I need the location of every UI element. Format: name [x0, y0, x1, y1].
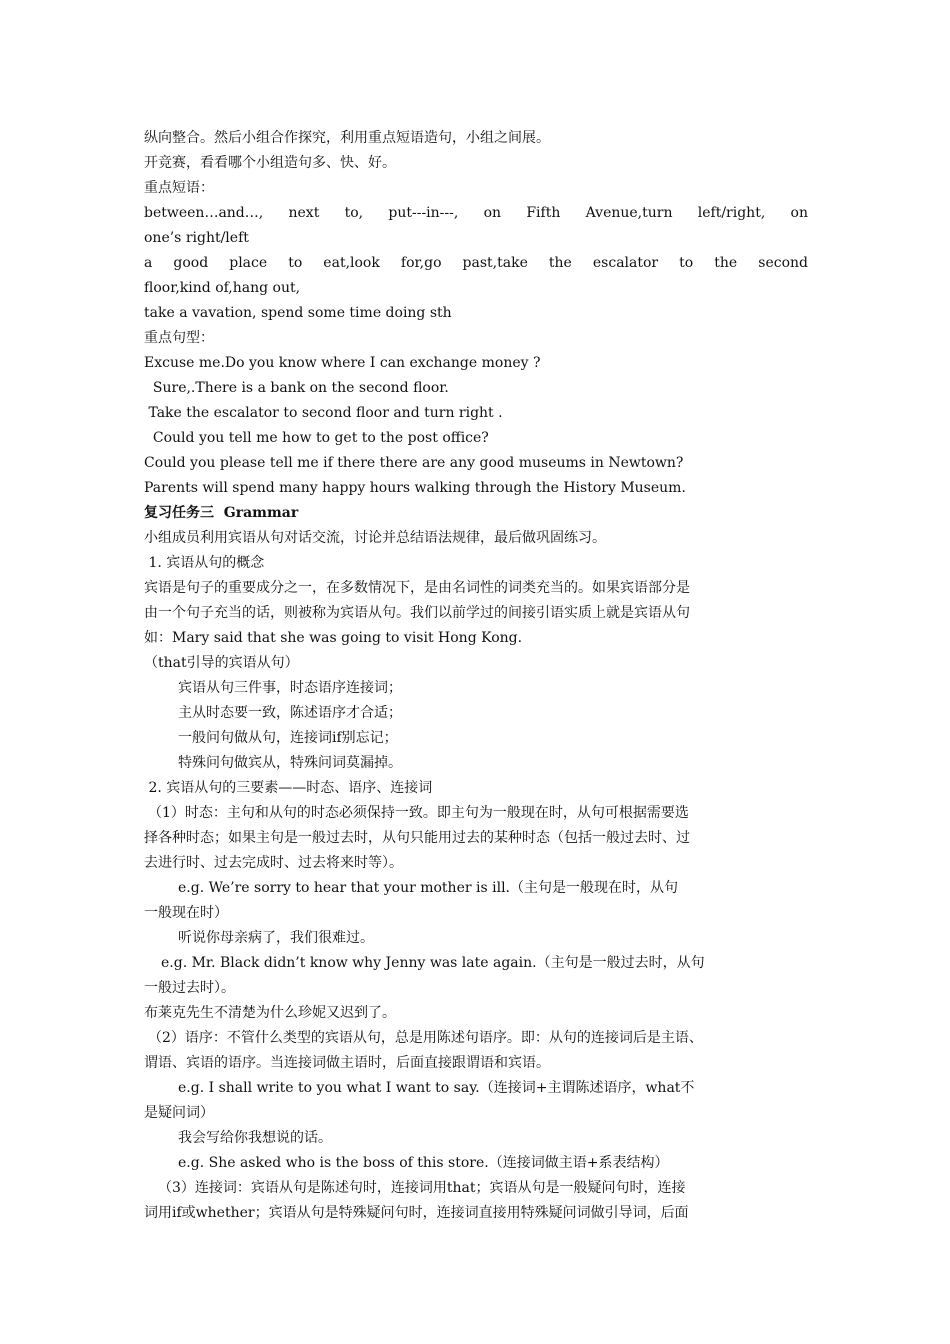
subsection-heading: 1. 宾语从句的概念: [144, 555, 265, 571]
sentence-line: Take the escalator to second floor and turn right .: [144, 405, 503, 421]
body-text: 如：Mary said that she was going to visit Hong Kong.: [144, 630, 523, 646]
body-text: 开竞赛，看看哪个小组造句多、快、好。: [144, 155, 396, 171]
body-text: 由一个句子充当的话，则被称为宾语从句。我们以前学过的间接引语实质上就是宾语从句: [144, 605, 690, 621]
phrase-line: floor,kind of,hang out,: [144, 280, 301, 296]
phrase-line: between…and…, next to, put---in---, on Fifth Avenue,turn left/right, on: [144, 205, 808, 221]
rhyme-line: 主从时态要一致，陈述语序才合适；: [178, 705, 402, 721]
body-text: 小组成员利用宾语从句对话交流，讨论并总结语法规律，最后做巩固练习。: [144, 530, 606, 546]
phrase-line: a good place to eat,look for,go past,take the escalator to the second: [144, 255, 808, 271]
section-label: 重点短语：: [144, 180, 214, 196]
example-line: 是疑问词）: [144, 1105, 214, 1121]
translation-line: 听说你母亲病了，我们很难过。: [178, 930, 374, 946]
example-line: e.g. She asked who is the boss of this store.（连接词做主语+系表结构）: [178, 1155, 669, 1171]
rhyme-line: 特殊问句做宾从，特殊问词莫漏掉。: [178, 755, 402, 771]
example-line: 一般现在时）: [144, 905, 228, 921]
sentence-line: Could you please tell me if there there are any good museums in Newtown?: [144, 455, 684, 471]
body-text: 择各种时态；如果主句是一般过去时，从句只能用过去的某种时态（包括一般过去时、过: [144, 830, 690, 846]
example-line: e.g. I shall write to you what I want to say.（连接词+主谓陈述语序，what不: [178, 1080, 695, 1096]
document-page: [144, 126, 808, 1226]
body-text: （2）语序：不管什么类型的宾语从句，总是用陈述句语序。即：从句的连接词后是主语、: [148, 1030, 703, 1046]
translation-line: 布莱克先生不清楚为什么珍妮又迟到了。: [144, 1005, 396, 1021]
body-text: 词用if或whether；宾语从句是特殊疑问句时，连接词直接用特殊疑问词做引导词，后面: [144, 1205, 689, 1221]
body-text: （3）连接词：宾语从句是陈述句时，连接词用that；宾语从句是一般疑问句时，连接: [158, 1180, 686, 1196]
phrase-line: one’s right/left: [144, 230, 249, 246]
body-text: 去进行时、过去完成时、过去将来时等）。: [144, 855, 403, 871]
section-heading: 复习任务三 Grammar: [144, 505, 299, 521]
section-label: 重点句型：: [144, 330, 214, 346]
sentence-line: Could you tell me how to get to the post office?: [144, 430, 489, 446]
example-line: 一般过去时）。: [144, 980, 235, 996]
sentence-line: Parents will spend many happy hours walking through the History Museum.: [144, 480, 686, 496]
sentence-line: Sure,.There is a bank on the second floor.: [144, 380, 449, 396]
body-text: 宾语是句子的重要成分之一，在多数情况下，是由名词性的词类充当的。如果宾语部分是: [144, 580, 690, 596]
body-text: 谓语、宾语的语序。当连接词做主语时，后面直接跟谓语和宾语。: [144, 1055, 550, 1071]
body-text: （that引导的宾语从句）: [144, 655, 299, 671]
example-line: e.g. We’re sorry to hear that your mother is ill.（主句是一般现在时，从句: [178, 880, 678, 896]
body-text: 纵向整合。然后小组合作探究，利用重点短语造句，小组之间展。: [144, 130, 550, 146]
translation-line: 我会写给你我想说的话。: [178, 1130, 332, 1146]
phrase-line: take a vavation, spend some time doing sth: [144, 305, 452, 321]
rhyme-line: 宾语从句三件事，时态语序连接词；: [178, 680, 402, 696]
subsection-heading: 2. 宾语从句的三要素——时态、语序、连接词: [144, 780, 433, 796]
rhyme-line: 一般问句做从句，连接词if别忘记；: [178, 730, 398, 746]
body-text: （1）时态：主句和从句的时态必须保持一致。即主句为一般现在时，从句可根据需要选: [148, 805, 689, 821]
sentence-line: Excuse me.Do you know where I can exchange money ?: [144, 355, 541, 371]
example-line: e.g. Mr. Black didn’t know why Jenny was late again.（主句是一般过去时，从句: [161, 955, 705, 971]
